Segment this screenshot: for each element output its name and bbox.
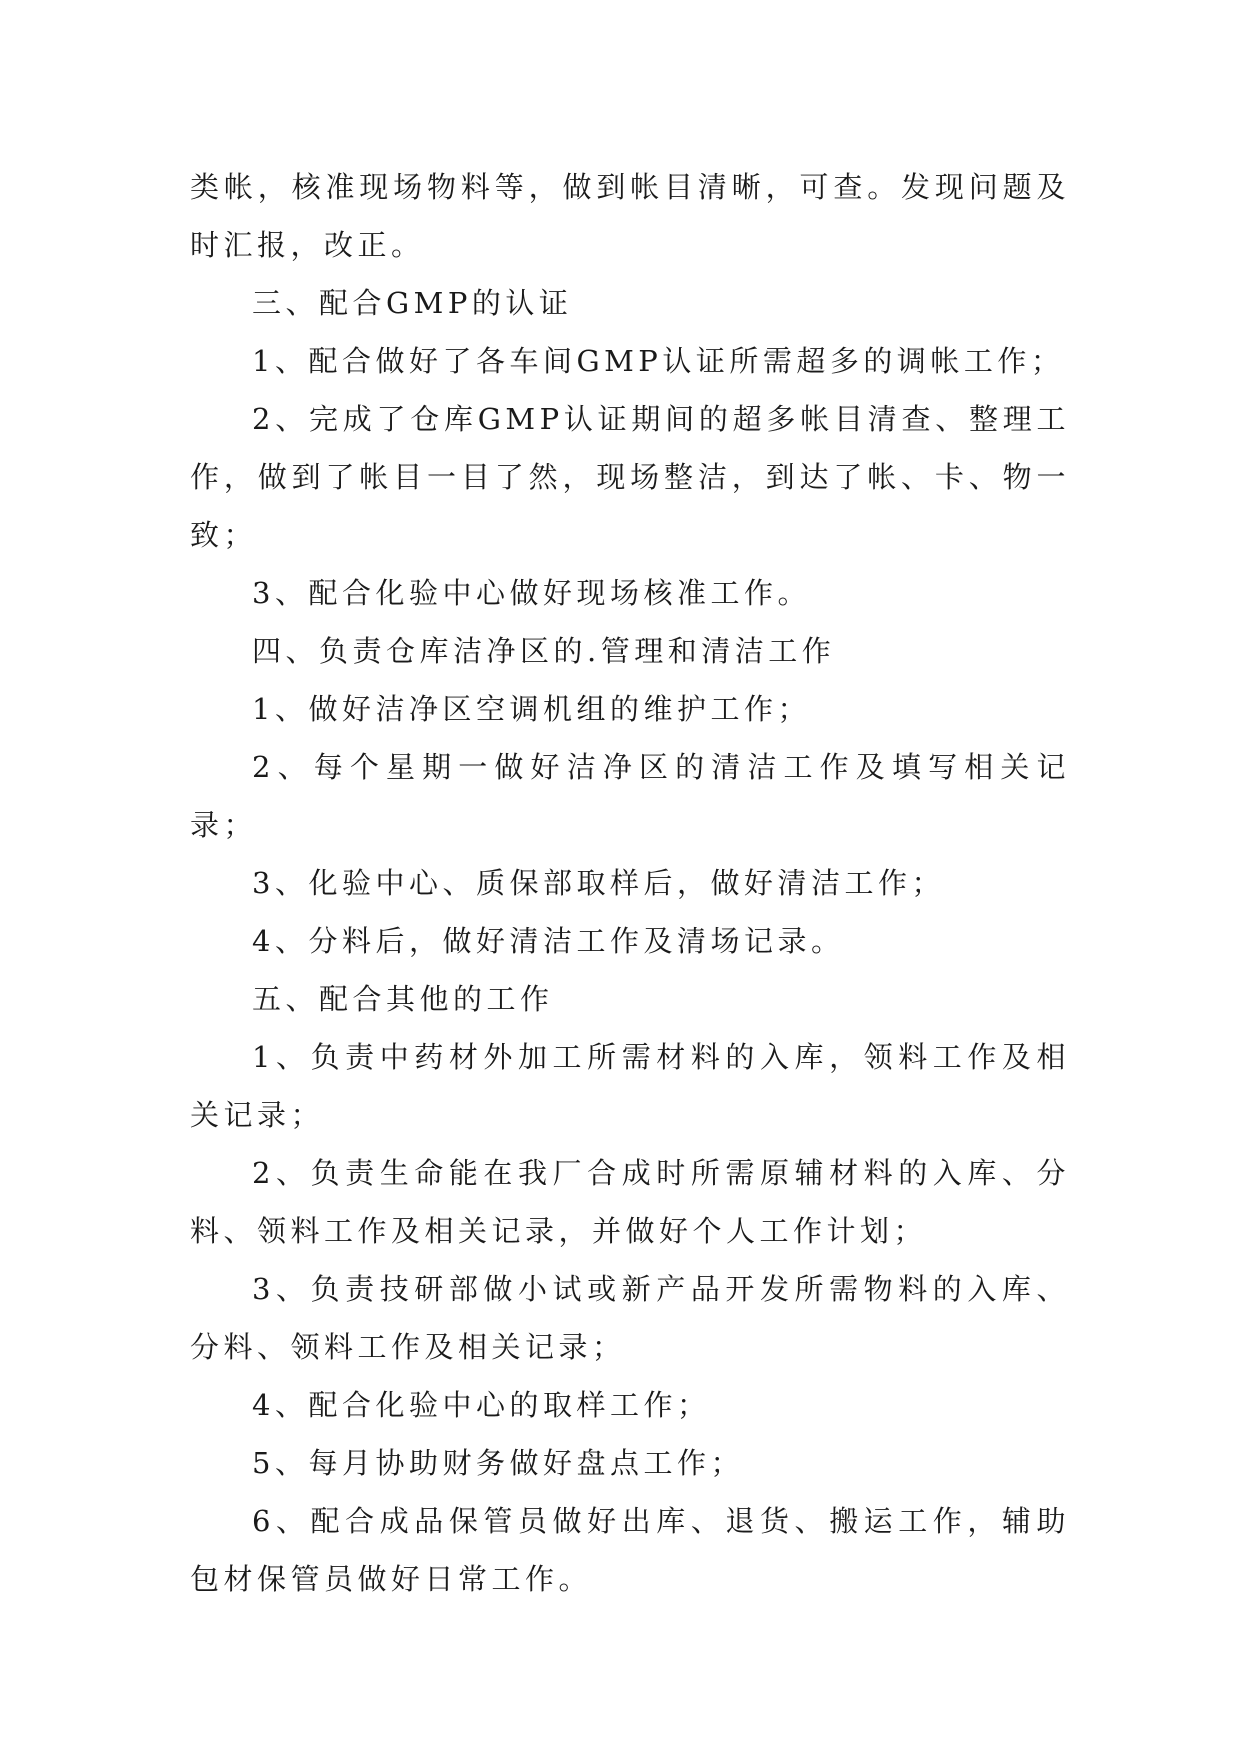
list-item: 1、做好洁净区空调机组的维护工作； bbox=[252, 692, 811, 726]
list-item: 2、负责生命能在我厂合成时所需原辅材料的入库、分料、领料工作及相关记录，并做好个人工作计划； bbox=[190, 1156, 1070, 1248]
list-item: 3、化验中心、质保部取样后，做好清洁工作； bbox=[252, 866, 945, 900]
document-body bbox=[190, 158, 1070, 1608]
list-item: 6、配合成品保管员做好出库、退货、搬运工作，辅助包材保管员做好日常工作。 bbox=[190, 1504, 1070, 1596]
section-heading-clean-area: 四、负责仓库洁净区的.管理和清洁工作 bbox=[252, 634, 836, 668]
paragraph-continuation: 类帐，核准现场物料等，做到帐目清晰，可查。发现问题及时汇报，改正。 bbox=[190, 170, 1070, 262]
section-heading-gmp: 三、配合GMP的认证 bbox=[252, 286, 573, 320]
list-item: 3、负责技研部做小试或新产品开发所需物料的入库、分料、领料工作及相关记录； bbox=[190, 1272, 1070, 1364]
list-item: 4、配合化验中心的取样工作； bbox=[252, 1388, 711, 1422]
list-item: 1、负责中药材外加工所需材料的入库，领料工作及相关记录； bbox=[190, 1040, 1070, 1132]
list-item: 2、完成了仓库GMP认证期间的超多帐目清查、整理工作，做到了帐目一目了然，现场整洁，到达了帐、卡、物一致； bbox=[190, 402, 1070, 552]
list-item: 3、配合化验中心做好现场核准工作。 bbox=[252, 576, 811, 610]
list-item: 4、分料后，做好清洁工作及清场记录。 bbox=[252, 924, 845, 958]
list-item: 5、每月协助财务做好盘点工作； bbox=[252, 1446, 744, 1480]
section-heading-other-work: 五、配合其他的工作 bbox=[252, 982, 554, 1016]
list-item: 1、配合做好了各车间GMP认证所需超多的调帐工作； bbox=[252, 344, 1065, 378]
list-item: 2、每个星期一做好洁净区的清洁工作及填写相关记录； bbox=[190, 750, 1070, 842]
